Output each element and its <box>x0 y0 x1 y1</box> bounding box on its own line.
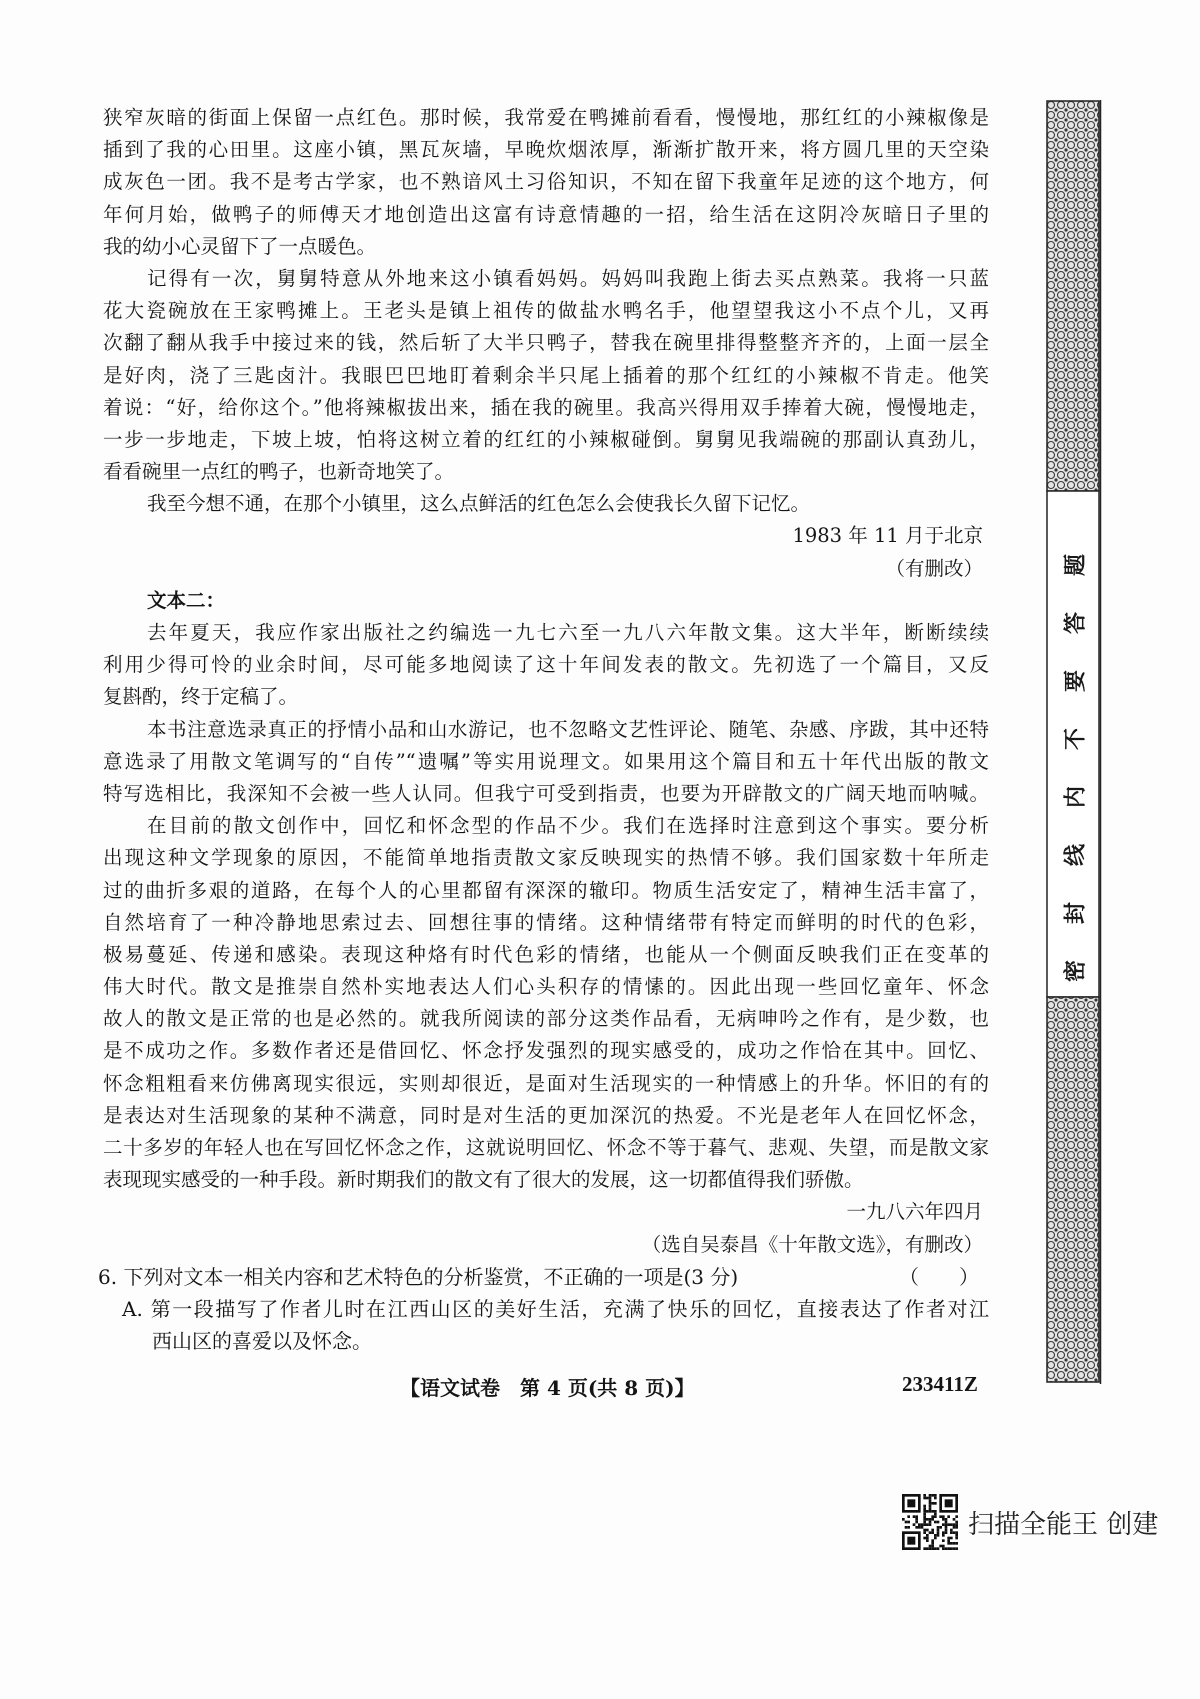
paragraph-line: 本书注意选录真正的抒情小品和山水游记，也不忽略文艺性评论、随笔、杂感、序跋，其中还特 <box>147 717 989 741</box>
seal-strip-text: 密封线内不要答题 <box>1062 517 1089 983</box>
qr-code-icon <box>902 1494 958 1550</box>
paragraph-line: 意选录了用散文笔调写的“自传”“遗嘱”等实用说理文。如果用这个篇目和五十年代出版的散文 <box>103 749 989 773</box>
option-a-line: 西山区的喜爱以及怀念。 <box>152 1329 372 1354</box>
paragraph-line: 年何月始，做鸭子的师傅天才地创造出这富有诗意情趣的一招，给生活在这阴冷灰暗日子里的 <box>103 202 989 226</box>
text2-date: 一九八六年四月 <box>846 1200 983 1224</box>
paragraph-line: 记得有一次，舅舅特意从外地来这小镇看妈妈。妈妈叫我跑上街去买点熟菜。我将一只蓝 <box>147 266 989 290</box>
paragraph-line: 自然培育了一种冷静地思索过去、回想往事的情绪。这种情绪带有特定而鲜明的时代的色彩， <box>103 910 989 934</box>
footer-page-title: 【语文试卷 第 4 页(共 8 页)】 <box>400 1376 695 1400</box>
option-a-line: A. 第一段描写了作者儿时在江西山区的美好生活，充满了快乐的回忆，直接表达了作者对江 <box>122 1296 989 1321</box>
text2-paragraph-3 <box>103 810 989 1196</box>
paragraph-line: 一步一步地走，下坡上坡，怕将这树立着的红红的小辣椒碰倒。舅舅见我端碗的那副认真劲儿， <box>103 427 989 451</box>
question-6-stem: 6. 下列对文本一相关内容和艺术特色的分析鉴赏，不正确的一项是(3 分) <box>98 1264 739 1289</box>
paragraph-line: 插到了我的心田里。这座小镇，黑瓦灰墙，早晚炊烟浓厚，渐渐扩散开来，将方圆几里的天空染 <box>103 138 989 162</box>
text1-paragraph-1 <box>103 102 989 263</box>
paragraph-line: 表现现实感受的一种手段。新时期我们的散文有了很大的发展，这一切都值得我们骄傲。 <box>103 1168 864 1192</box>
paragraph-line: 花大瓷碗放在王家鸭摊上。王老头是镇上祖传的做盐水鸭名手，他望望我这小不点个儿，又再 <box>103 299 989 323</box>
paragraph-line: 故人的散文是正常的也是必然的。就我所阅读的部分这类作品看，无病呻吟之作有，是少数，也 <box>103 1007 989 1031</box>
paragraph-line: 去年夏天，我应作家出版社之约编选一九七六至一九八六年散文集。这大半年，断断续续 <box>147 621 989 644</box>
paragraph-line: 特写选相比，我深知不会被一些人认同。但我宁可受到指责，也要为开辟散文的广阔天地而呐喊。 <box>103 781 989 805</box>
text1-paragraph-3 <box>103 488 989 520</box>
text2-heading: 文本二： <box>147 588 226 612</box>
paragraph-line: 二十多岁的年轻人也在写回忆怀念之作，这就说明回忆、怀念不等于暮气、悲观、失望，而是散文家 <box>103 1136 989 1159</box>
text2-source: （选自吴泰昌《十年散文选》，有删改） <box>641 1232 983 1256</box>
paragraph-line: 是表达对生活现象的某种不满意，同时是对生活的更加深沉的热爱。不光是老年人在回忆怀念， <box>103 1103 989 1127</box>
answer-blank[interactable]: （ ） <box>899 1264 979 1289</box>
paragraph-line: 我至今想不通，在那个小镇里，这么点鲜活的红色怎么会使我长久留下记忆。 <box>147 492 811 516</box>
paragraph-line: 复斟酌，终于定稿了。 <box>103 685 299 709</box>
text2-paragraph-1 <box>103 617 989 714</box>
paragraph-line: 狭窄灰暗的街面上保留一点红色。那时候，我常爱在鸭摊前看看，慢慢地，那红红的小辣椒像是 <box>103 106 989 129</box>
paragraph-line: 是好肉，浇了三匙卤汁。我眼巴巴地盯着剩余半只尾上插着的那个红红的小辣椒不肯走。他笑 <box>103 363 989 387</box>
text1-date: 1983 年 11 月于北京 <box>792 524 983 548</box>
paragraph-line: 着说：“好，给你这个。”他将辣椒拔出来，插在我的碗里。我高兴得用双手捧着大碗，慢慢地走， <box>103 395 989 419</box>
question-6 <box>98 1261 979 1293</box>
paragraph-line: 怀念粗粗看来仿佛离现实很远，实则却很近，是面对生活现实的一种情感上的升华。怀旧的有的 <box>103 1071 989 1095</box>
paragraph-line: 我的幼小心灵留下了一点暖色。 <box>103 234 377 258</box>
text1-paragraph-2 <box>103 263 989 488</box>
paragraph-line: 成灰色一团。我不是考古学家，也不熟谙风土习俗知识，不知在留下我童年足迹的这个地方，何 <box>103 170 989 194</box>
paragraph-line: 是不成功之作。多数作者还是借回忆、怀念抒发强烈的现实感受的，成功之作恰在其中。回忆、 <box>103 1039 989 1063</box>
page-body <box>98 102 989 1357</box>
text2-paragraph-2 <box>103 714 989 811</box>
paragraph-line: 看看碗里一点红的鸭子，也新奇地笑了。 <box>103 460 455 484</box>
paragraph-line: 在目前的散文创作中，回忆和怀念型的作品不少。我们在选择时注意到这个事实。要分析 <box>147 814 989 838</box>
footer-code: 233411Z <box>902 1372 978 1396</box>
paragraph-line: 伟大时代。散文是推崇自然朴实地表达人们心头积存的情愫的。因此出现一些回忆童年、怀念 <box>103 975 989 999</box>
paragraph-line: 次翻了翻从我手中接过来的钱，然后斩了大半只鸭子，替我在碗里排得整整齐齐的，上面一层全 <box>103 331 989 355</box>
paragraph-line: 极易蔓延、传递和感染。表现这种烙有时代色彩的情绪，也能从一个侧面反映我们正在变革的 <box>103 942 989 966</box>
paragraph-line: 过的曲折多艰的道路，在每个人的心里都留有深深的辙印。物质生活安定了，精神生活丰富了， <box>103 878 989 902</box>
paragraph-line: 利用少得可怜的业余时间，尽可能多地阅读了这十年间发表的散文。先初选了一个篇目，又反 <box>103 653 989 677</box>
paragraph-line: 出现这种文学现象的原因，不能简单地指责散文家反映现实的热情不够。我们国家数十年所走 <box>103 846 989 870</box>
text1-note: （有删改） <box>885 556 983 580</box>
watermark-label: 扫描全能王 创建 <box>968 1510 1159 1540</box>
